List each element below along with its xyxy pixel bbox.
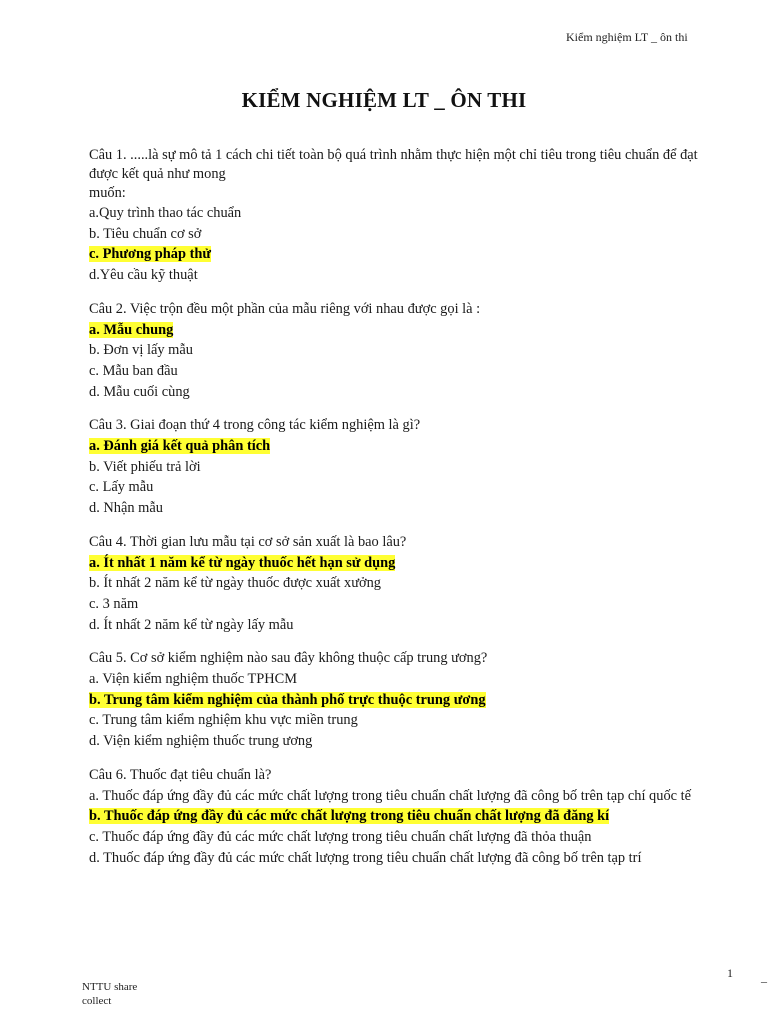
- question-4-option-d: d. Ít nhất 2 năm kể từ ngày lấy mẫu: [89, 616, 294, 633]
- question-1: [89, 146, 711, 286]
- question-3-option-c: c. Lấy mẫu: [89, 479, 154, 496]
- page-number: 1: [727, 966, 733, 980]
- question-5-text: Câu 5. Cơ sở kiểm nghiệm nào sau đây không thuộc cấp trung ương?: [89, 650, 488, 667]
- footer-source-line1: NTTU share: [82, 981, 138, 993]
- question-2-option-a: [89, 320, 711, 341]
- question-5-option-b: [89, 690, 711, 711]
- question-1-option-a: a.Quy trình thao tác chuẩn: [89, 205, 242, 221]
- question-1-text-line2: muốn:: [89, 185, 126, 201]
- question-2-option-c: c. Mẫu ban đầu: [89, 362, 178, 379]
- running-header: Kiểm nghiệm LT _ ôn thi: [566, 30, 688, 44]
- question-5: [89, 648, 711, 752]
- question-5-option-d: d. Viện kiểm nghiệm thuốc trung ương: [89, 733, 313, 750]
- question-4-option-c: c. 3 năm: [89, 595, 139, 612]
- question-2: [89, 299, 711, 403]
- question-3-option-d: d. Nhận mẫu: [89, 500, 163, 517]
- question-1-option-c: [89, 244, 711, 265]
- correct-answer-highlight: a. Ít nhất 1 năm kể từ ngày thuốc hết hạn sử dụng: [89, 554, 396, 571]
- question-6-option-a: a. Thuốc đáp ứng đầy đủ các mức chất lượng trong tiêu chuẩn chất lượng đã công bố trên tạp chí quốc tế: [89, 787, 692, 804]
- question-6-option-c: c. Thuốc đáp ứng đầy đủ các mức chất lượng trong tiêu chuẩn chất lượng đã thỏa thuận: [89, 828, 592, 845]
- question-5-option-c: c. Trung tâm kiểm nghiệm khu vực miền trung: [89, 712, 358, 729]
- question-4-text: Câu 4. Thời gian lưu mẫu tại cơ sở sản xuất là bao lâu?: [89, 533, 407, 550]
- page-title: KIỂM NGHIỆM LT _ ÔN THI: [241, 88, 527, 112]
- question-list: [89, 146, 711, 881]
- question-2-option-b: b. Đơn vị lấy mẫu: [89, 342, 193, 359]
- question-3-option-b: b. Viết phiếu trả lời: [89, 458, 201, 475]
- question-3-option-a: [89, 436, 711, 457]
- question-6-option-d: d. Thuốc đáp ứng đầy đủ các mức chất lượng trong tiêu chuẩn chất lượng đã công bố trên tạp trí: [89, 849, 642, 866]
- question-3: [89, 415, 711, 519]
- question-3-text: Câu 3. Giai đoạn thứ 4 trong công tác kiểm nghiệm là gì?: [89, 417, 421, 434]
- correct-answer-highlight: a. Đánh giá kết quả phân tích: [89, 438, 271, 455]
- page-dash: _: [761, 970, 767, 984]
- question-1-text: [89, 146, 711, 203]
- question-2-text: Câu 2. Việc trộn đều một phần của mẫu riêng với nhau được gọi là :: [89, 300, 481, 317]
- footer-source-line2: collect: [82, 995, 112, 1007]
- question-5-option-a: a. Viện kiểm nghiệm thuốc TPHCM: [89, 671, 298, 688]
- question-6-text: Câu 6. Thuốc đạt tiêu chuẩn là?: [89, 766, 272, 783]
- correct-answer-highlight: c. Phương pháp thử: [89, 246, 212, 263]
- question-4-option-b: b. Ít nhất 2 năm kể từ ngày thuốc được xuất xưởng: [89, 575, 381, 592]
- question-6-option-b: [89, 806, 711, 827]
- question-1-text-line1: Câu 1. .....là sự mô tả 1 cách chi tiết toàn bộ quá trình nhằm thực hiện một chỉ tiêu trong tiêu chuẩn để đạt được kết quả như mong: [89, 147, 698, 182]
- question-4-option-a: [89, 553, 711, 574]
- correct-answer-highlight: a. Mẫu chung: [89, 321, 174, 338]
- correct-answer-highlight: b. Thuốc đáp ứng đầy đủ các mức chất lượng trong tiêu chuẩn chất lượng đã đăng kí: [89, 808, 610, 825]
- footer-source: [82, 980, 137, 1008]
- question-6: [89, 765, 711, 869]
- correct-answer-highlight: b. Trung tâm kiểm nghiệm của thành phố trực thuộc trung ương: [89, 691, 486, 708]
- question-1-option-b: b. Tiêu chuẩn cơ sở: [89, 225, 202, 242]
- question-4: [89, 532, 711, 636]
- question-2-option-d: d. Mẫu cuối cùng: [89, 383, 190, 400]
- question-1-option-d: d.Yêu cầu kỹ thuật: [89, 267, 198, 284]
